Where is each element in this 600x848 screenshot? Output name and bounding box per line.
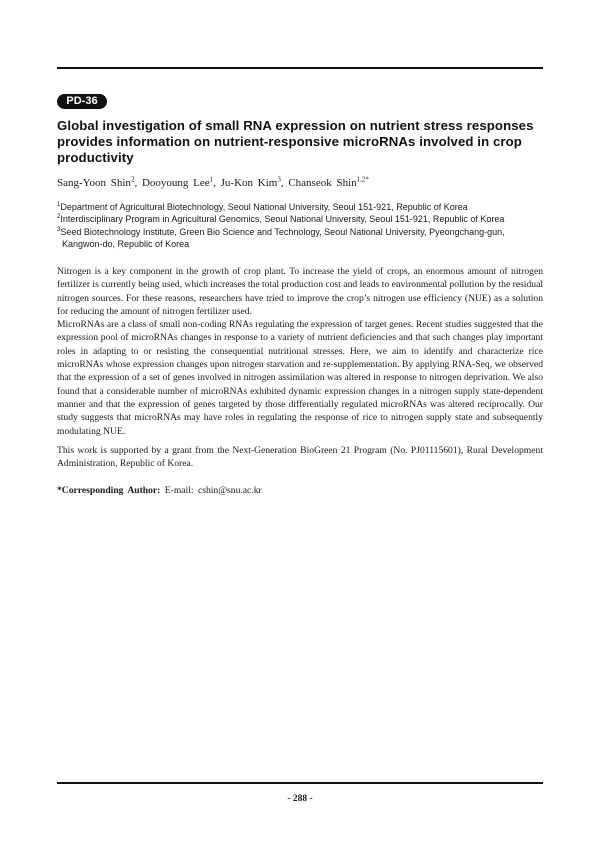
affiliation-text: Seed Biotechnology Institute, Green Bio Science and Technology, Seoul National University, Pyeongchang-gun, <box>60 226 505 237</box>
affiliation-number: 3 <box>57 226 61 233</box>
author-separator: , <box>280 177 289 189</box>
affiliation <box>57 201 543 213</box>
author-name: Chanseok Shin <box>288 177 357 189</box>
author-list <box>57 176 543 190</box>
author-affiliation-mark: 2 <box>130 175 135 184</box>
author-name: Ju-Kon Kim <box>220 177 278 189</box>
abstract-paragraph: MicroRNAs are a class of small non-coding RNAs regulating the expression of target genes. Recent studies suggested that the expression pool of microRNAs changes in response to a variety of nutrient deficiencies and that such changes play important roles in adapting to or resisting the consequential nutritional stresses. Here, we aim to identify and characterize rice microRNAs whose expression changes upon nitrogen starvation and re-supplementation. By applying RNA-Seq, we observed that the expression of a set of genes involved in nitrogen assimilation was altered in response to nitrogen deprivation. We also found that a considerable number of microRNAs exhibited dynamic expression changes in a nitrogen supply state-dependent manner and that the expression of genes targeted by those differentially regulated microRNAs was altered reciprocally. Our study suggests that microRNAs may have roles in regulating the response of rice to nitrogen supply state and subsequently modulating NUE. <box>57 319 543 437</box>
paper-title: Global investigation of small RNA expression on nutrient stress responses provides information on nutrient-responsive microRNAs involved in crop productivity <box>57 118 534 165</box>
acknowledgement: This work is supported by a grant from the Next-Generation BioGreen 21 Program (No. PJ01115601), Rural Development Administration, Republic of Korea. <box>57 445 543 470</box>
session-badge: PD-36 <box>57 94 107 109</box>
email-address: cshin@snu.ac.kr <box>197 485 262 496</box>
affiliation-text: Interdisciplinary Program in Agricultural Genomics, Seoul National University, Seoul 151-921, Republic of Korea <box>60 214 505 225</box>
corresponding-author <box>57 484 543 497</box>
affiliation-list <box>57 201 543 250</box>
author-affiliation-mark: 1,2* <box>356 175 369 184</box>
abstract-paragraph: Nitrogen is a key component in the growth of crop plant. To increase the yield of crops, an enormous amount of nitrogen fertilizer is currently being used, which increases the total production cost and leads to environmental pollution by the residual nitrogen sources. For these reasons, researchers have tried to improve the crop’s nitrogen use efficiency (NUE) as a solution for reducing the amount of nitrogen fertilizer used. <box>57 266 543 317</box>
author-separator: , <box>134 177 142 189</box>
top-rule <box>57 67 543 69</box>
affiliation-continuation <box>57 238 543 250</box>
page-number: - 288 - <box>287 794 313 804</box>
author-name: Sang-Yoon Shin <box>57 177 131 189</box>
author-separator: , <box>213 177 221 189</box>
affiliation-number: 2 <box>57 214 61 221</box>
email-label: E-mail: <box>164 485 194 496</box>
affiliation-text: Department of Agricultural Biotechnology, Seoul National University, Seoul 151-921, Republic of Korea <box>60 202 468 212</box>
affiliation-text: Kangwon-do, Republic of Korea <box>62 238 190 249</box>
corresponding-label: *Corresponding Author: <box>57 485 161 496</box>
affiliation <box>57 213 543 225</box>
abstract <box>57 265 543 438</box>
bottom-rule <box>57 782 543 784</box>
affiliation-number: 1 <box>57 202 61 208</box>
author-affiliation-mark: 1 <box>209 175 214 184</box>
author-name: Dooyoung Lee <box>141 177 210 189</box>
author-affiliation-mark: 3 <box>277 175 281 184</box>
affiliation <box>57 226 543 238</box>
